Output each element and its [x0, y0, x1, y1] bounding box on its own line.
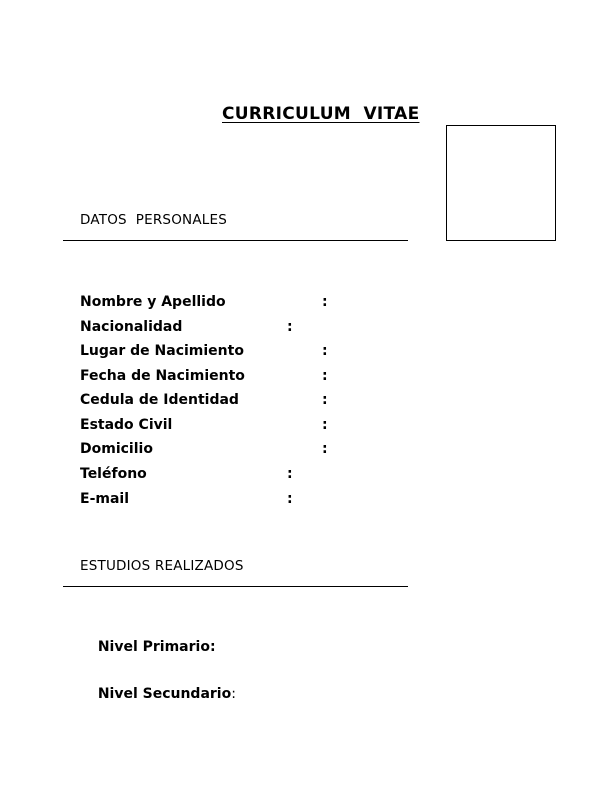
field-label-birthdate: Fecha de Nacimiento: [80, 368, 245, 384]
photo-placeholder-box: [446, 125, 556, 241]
field-separator: :: [322, 441, 328, 457]
field-row-phone: [80, 466, 380, 486]
field-label-email: E-mail: [80, 491, 130, 507]
field-row-nationality: [80, 319, 380, 339]
field-separator: :: [322, 392, 328, 408]
study-row-secondary: [80, 670, 236, 718]
study-label-primary: Nivel Primario:: [97, 639, 216, 655]
field-label-birthplace: Lugar de Nacimiento: [80, 343, 244, 359]
section-divider-personal-data: [63, 240, 408, 241]
field-label-marital-status: Estado Civil: [80, 417, 173, 433]
document-title: CURRICULUM VITAE: [222, 104, 420, 124]
field-label-nationality: Nacionalidad: [80, 319, 183, 335]
field-label-phone: Teléfono: [80, 466, 147, 482]
study-label-secondary: Nivel Secundario: [97, 686, 232, 702]
section-heading-personal-data: DATOS PERSONALES: [80, 212, 227, 228]
section-divider-studies: [63, 586, 408, 587]
field-row-email: [80, 491, 380, 511]
field-row-marital-status: [80, 417, 380, 437]
field-separator: :: [287, 491, 293, 507]
field-row-full-name: [80, 294, 380, 314]
field-separator: :: [322, 343, 328, 359]
field-separator: :: [322, 294, 328, 310]
field-row-birthplace: [80, 343, 380, 363]
field-separator: :: [287, 319, 293, 335]
field-row-id-card: [80, 392, 380, 412]
study-row-primary: [80, 623, 216, 671]
field-separator: :: [287, 466, 293, 482]
section-heading-studies: ESTUDIOS REALIZADOS: [80, 558, 244, 574]
field-label-id-card: Cedula de Identidad: [80, 392, 239, 408]
field-label-full-name: Nombre y Apellido: [80, 294, 226, 310]
field-label-address: Domicilio: [80, 441, 153, 457]
field-row-birthdate: [80, 368, 380, 388]
field-separator: :: [322, 368, 328, 384]
study-separator: :: [231, 686, 236, 702]
field-separator: :: [322, 417, 328, 433]
field-row-address: [80, 441, 380, 461]
